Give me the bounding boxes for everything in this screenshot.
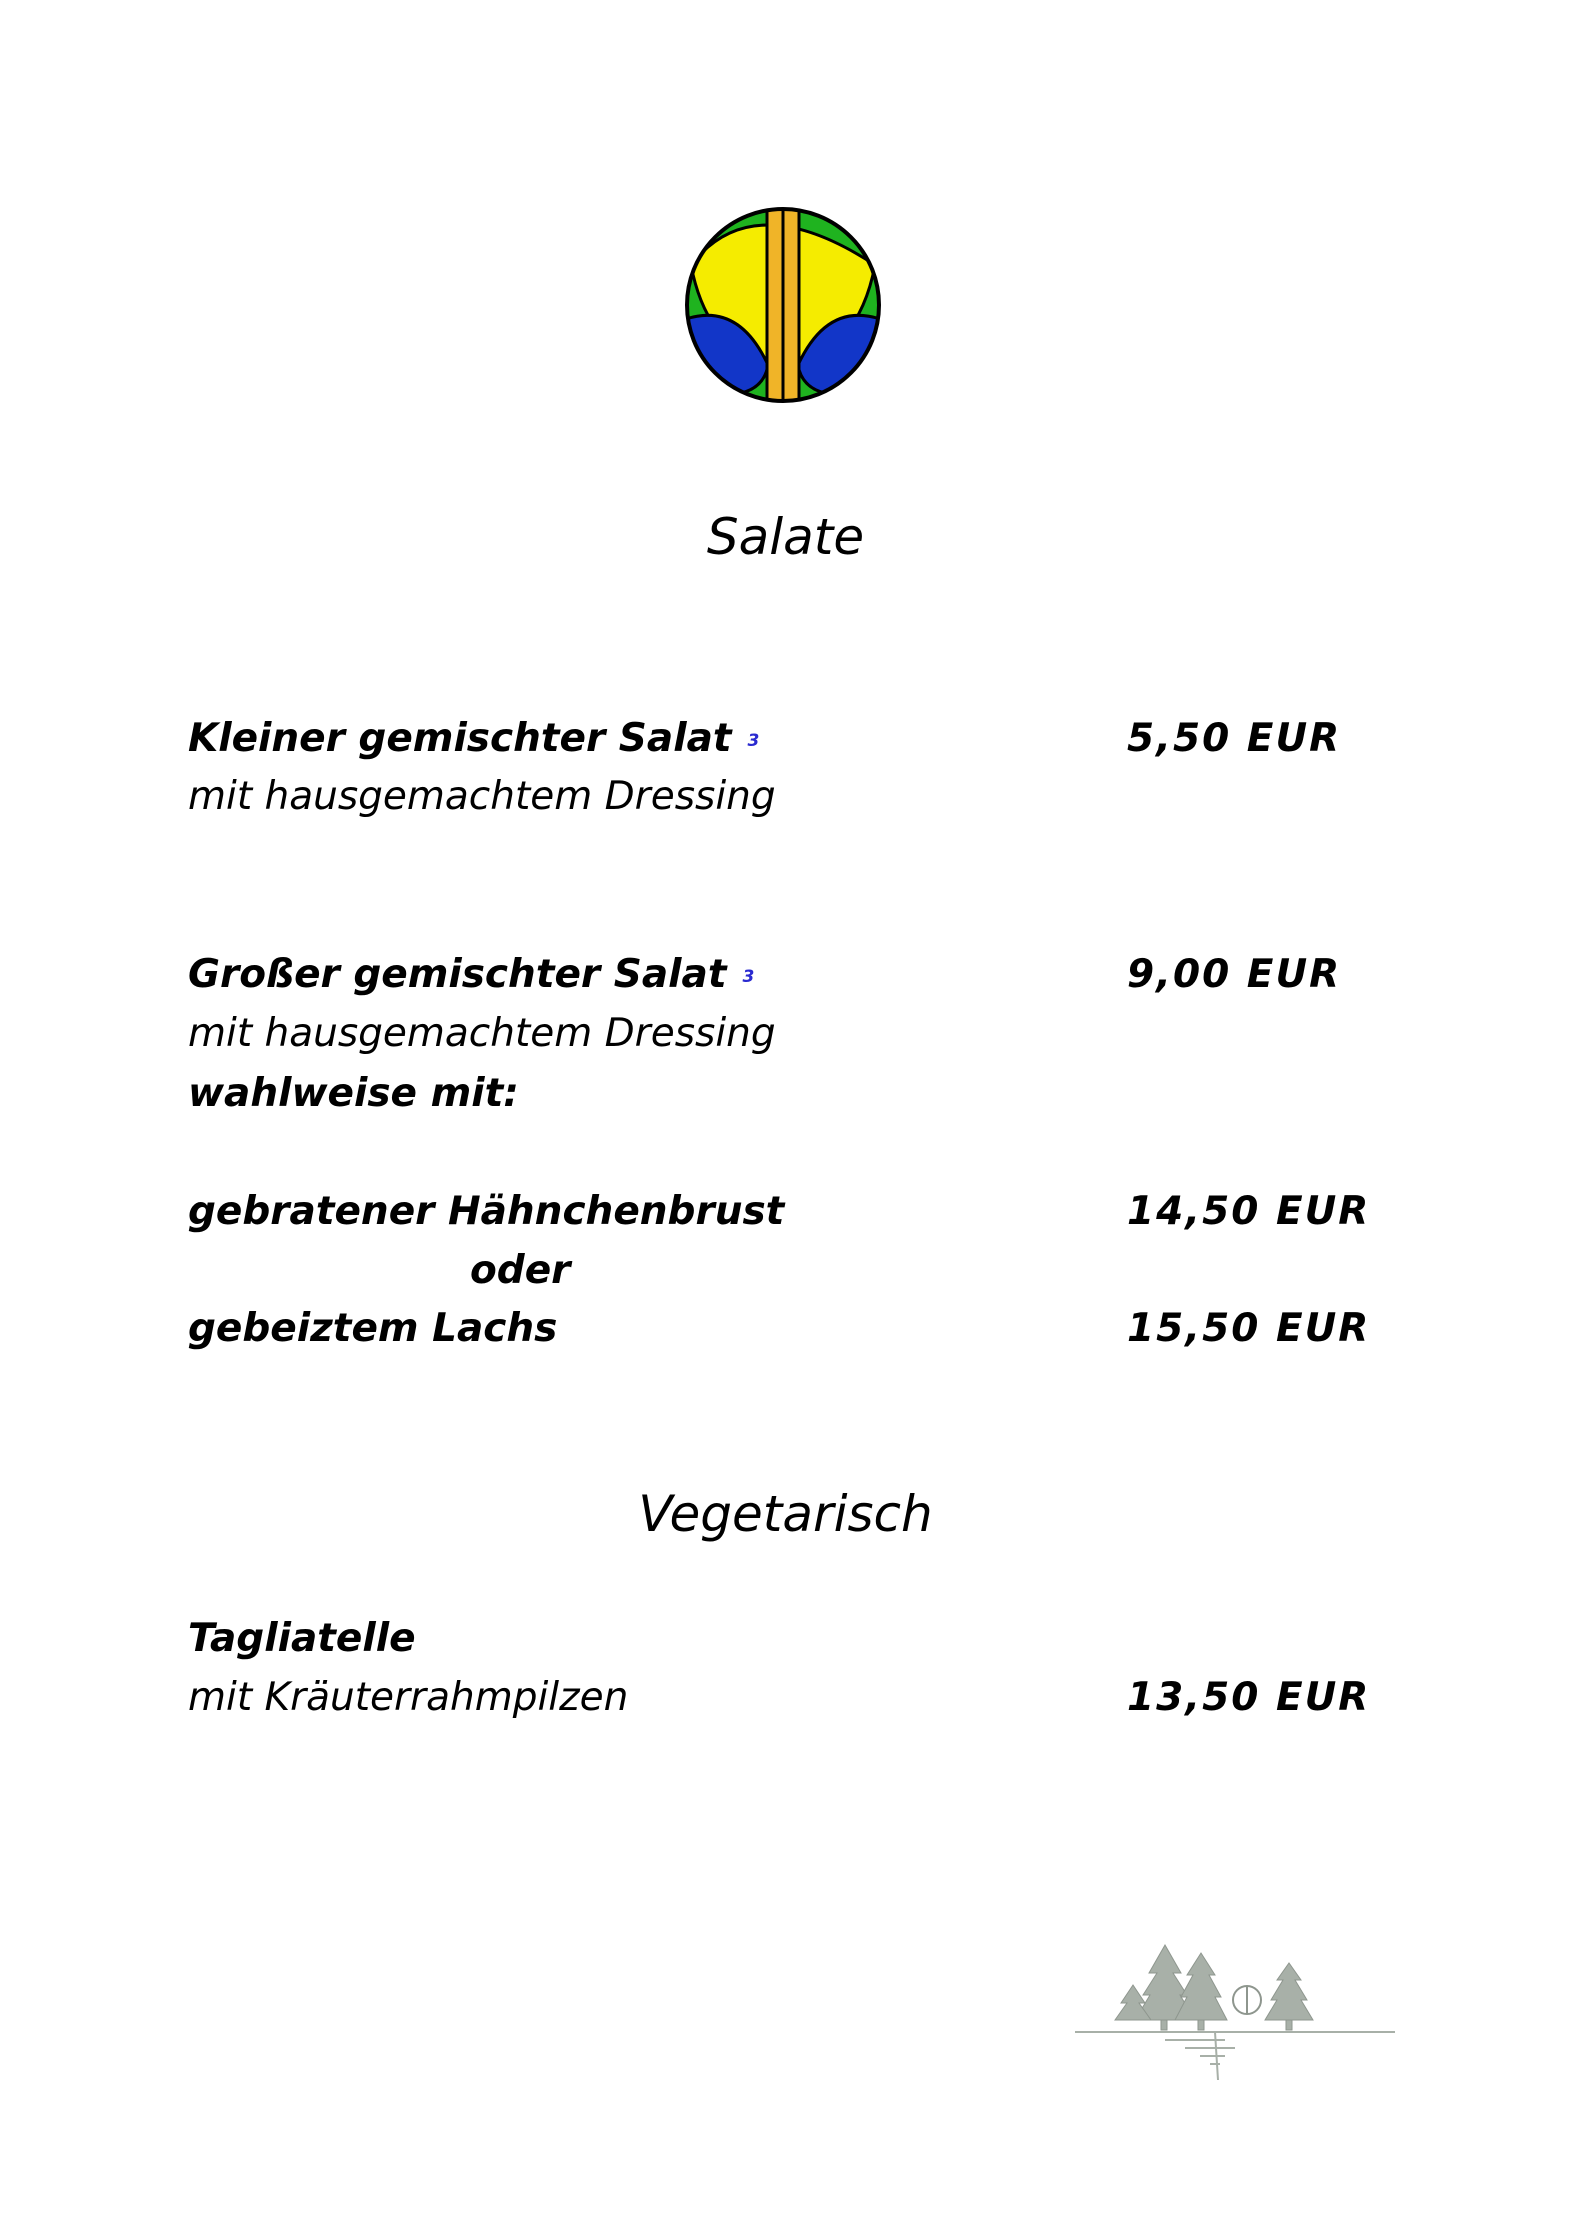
allergen-marker: 3 bbox=[747, 730, 760, 751]
restaurant-logo bbox=[683, 205, 883, 405]
section-heading-salads: Salate bbox=[706, 508, 865, 566]
item-name-small-salad: Kleiner gemischter Salat 3 bbox=[188, 716, 760, 761]
item-desc-large-salad: mit hausgemachtem Dressing bbox=[188, 1011, 776, 1056]
forest-watermark-icon bbox=[1075, 1925, 1395, 2095]
item-desc-small-salad: mit hausgemachtem Dressing bbox=[188, 774, 776, 819]
option-price-salmon: 15,50 EUR bbox=[1127, 1306, 1371, 1351]
item-name-tagliatelle: Tagliatelle bbox=[188, 1616, 416, 1661]
option-name-chicken: gebratener Hähnchenbrust bbox=[188, 1189, 785, 1234]
item-price-tagliatelle: 13,50 EUR bbox=[1127, 1675, 1371, 1720]
item-price-large-salad: 9,00 EUR bbox=[1127, 952, 1342, 997]
option-name-salmon: gebeiztem Lachs bbox=[188, 1306, 558, 1351]
section-heading-vegetarian: Vegetarisch bbox=[638, 1485, 933, 1543]
options-label: wahlweise mit: bbox=[188, 1071, 519, 1116]
allergen-marker: 3 bbox=[742, 966, 755, 987]
option-price-chicken: 14,50 EUR bbox=[1127, 1189, 1371, 1234]
item-price-small-salad: 5,50 EUR bbox=[1127, 716, 1342, 761]
option-or: oder bbox=[470, 1248, 571, 1293]
item-name-large-salad: Großer gemischter Salat 3 bbox=[188, 952, 755, 997]
item-desc-tagliatelle: mit Kräuterrahmpilzen bbox=[188, 1675, 629, 1720]
